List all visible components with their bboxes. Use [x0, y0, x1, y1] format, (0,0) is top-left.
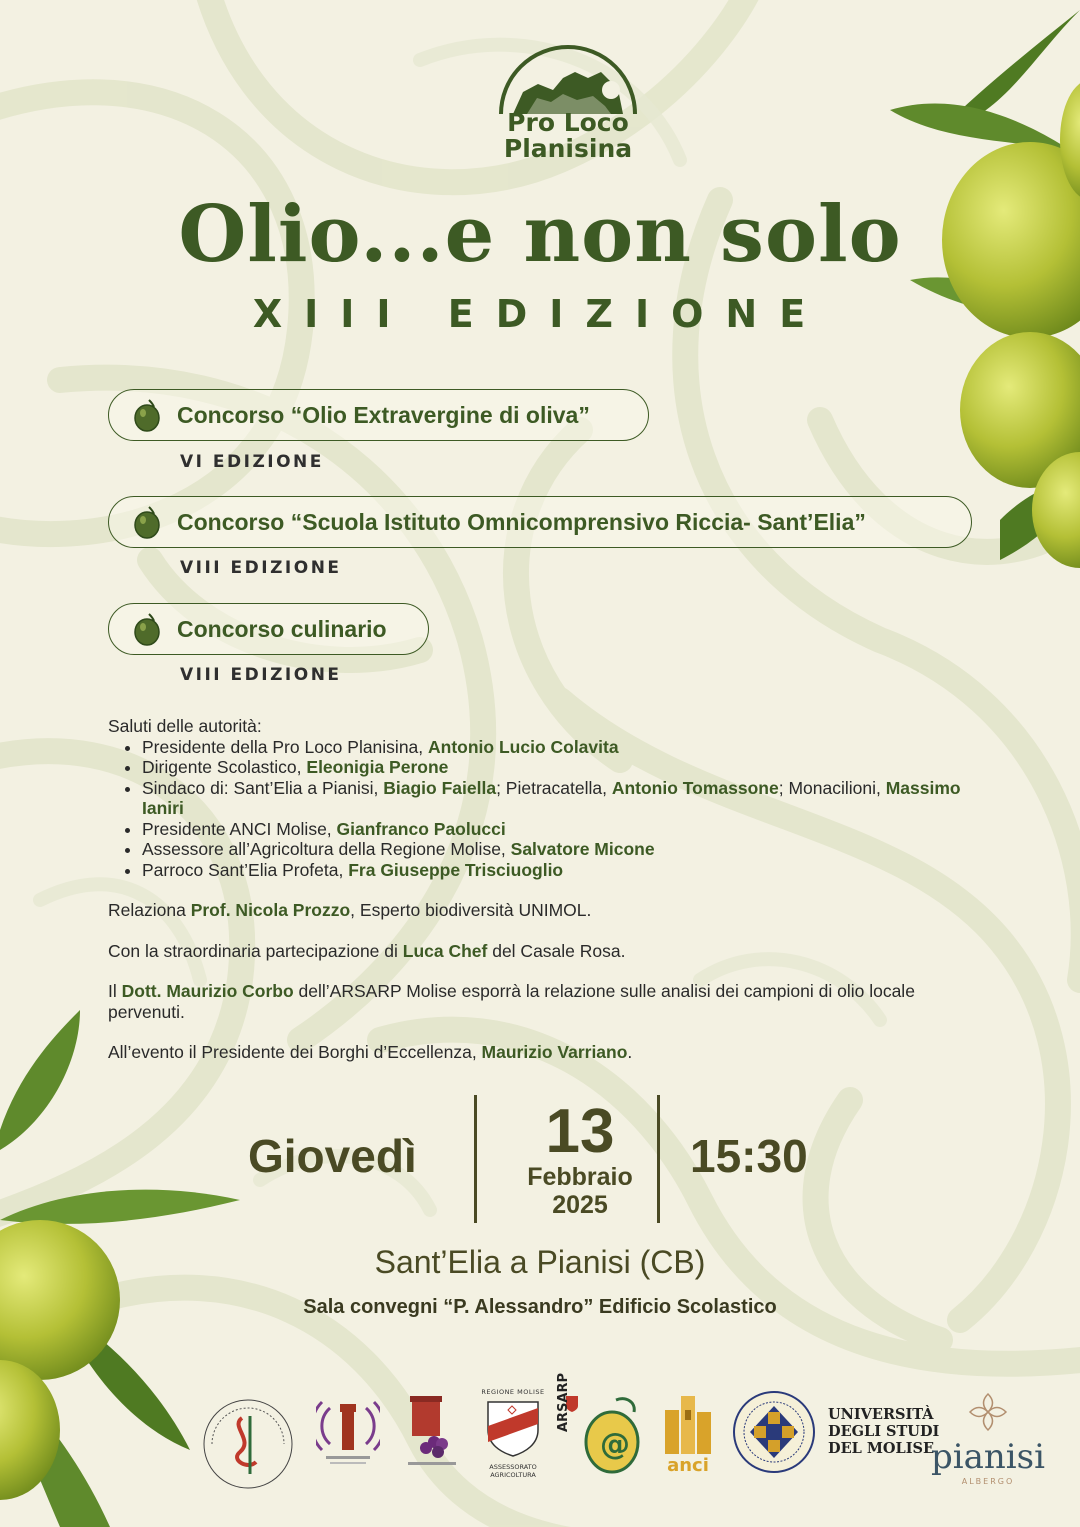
regione-label: REGIONE MOLISE [481, 1388, 545, 1396]
contest-edition: VI EDIZIONE [180, 452, 324, 472]
authorities-list [108, 737, 988, 881]
contest-olio-pill [108, 389, 649, 441]
pianisi-albergo-logo [924, 1392, 1052, 1486]
list-item: • Assessore all’Agricoltura della Regione Molise, Salvatore Micone [142, 839, 988, 860]
program-text [108, 716, 988, 1063]
event-title: Olio...e non solo [178, 189, 902, 280]
assessorato-label: ASSESSORATO [489, 1463, 537, 1471]
arsarp-emblem-icon [564, 1392, 644, 1482]
omnicomprensivo-logo [316, 1394, 380, 1473]
pianisi-sub: ALBERGO [961, 1477, 1015, 1486]
logo-text-planisina: Planisina [503, 134, 633, 163]
contest-edition: VIII EDIZIONE [180, 665, 342, 685]
pianisi-name: pianisi [930, 1437, 1045, 1477]
sponsor-logos [200, 1372, 1060, 1488]
event-date-number: 13 [545, 1097, 615, 1166]
event-place: Sant’Elia a Pianisi (CB) [374, 1244, 706, 1280]
arsarp-text: Il Dott. Maurizio Corbo dell’ARSARP Molise esporrà la relazione sulle analisi dei campioni di olio locale pervenuti. [108, 981, 915, 1022]
event-day: Giovedì [248, 1130, 417, 1182]
contest-label: Concorso “Olio Extravergine di oliva” [177, 401, 590, 428]
logo-text-pro-loco: Pro Loco [507, 108, 629, 137]
unimol-seal [732, 1390, 816, 1479]
istituto-agrario-logo [404, 1392, 460, 1477]
event-date-block [220, 1095, 860, 1225]
regione-molise-logo [480, 1388, 546, 1479]
relazione-text: Relaziona Prof. Nicola Prozzo, Esperto biodiversità UNIMOL. [108, 900, 592, 920]
castle-grapes-icon [404, 1392, 460, 1472]
unimol-wordmark [828, 1406, 939, 1457]
pro-loco-emblem-icon [493, 42, 643, 116]
unimol-line: DEL MOLISE [828, 1440, 935, 1457]
molise-shield-icon [482, 1396, 544, 1458]
event-month: Febbraio [527, 1163, 633, 1191]
anci-logo [660, 1390, 716, 1476]
list-item: • Dirigente Scolastico, Eleonigia Perone [142, 757, 988, 778]
chef-text: Con la straordinaria partecipazione di Luca Chef del Casale Rosa. [108, 940, 626, 961]
unimol-line: DEGLI STUDI [828, 1423, 940, 1440]
list-item: • Sindaco di: Sant’Elia a Pianisi, Biagio Faiella; Pietracatella, Antonio Tomassone; Monacilioni, Massimo Ianiri [142, 778, 988, 819]
school-logo [200, 1396, 296, 1497]
contest-scuola-pill [108, 496, 972, 548]
list-item: • Parroco Sant’Elia Profeta, Fra Giuseppe Trisciuoglio [142, 860, 988, 881]
greetings-intro: Saluti delle autorità: [108, 716, 262, 736]
contest-edition: VIII EDIZIONE [180, 558, 342, 578]
olive-icon [133, 612, 163, 646]
olive-icon [133, 505, 163, 539]
school-emblem-icon [200, 1396, 296, 1492]
anci-towers-icon [661, 1390, 715, 1454]
list-item: • Presidente ANCI Molise, Gianfranco Paolucci [142, 819, 988, 840]
list-item: • Presidente della Pro Loco Planisina, Antonio Lucio Colavita [142, 737, 988, 758]
unimol-line: UNIVERSITÀ [828, 1406, 934, 1423]
tower-signal-icon [316, 1394, 380, 1468]
divider [474, 1095, 477, 1223]
flower-ornament-icon [968, 1392, 1008, 1432]
contest-label: Concorso culinario [177, 615, 387, 642]
arsarp-logo [556, 1372, 644, 1487]
event-venue: Sala convegni “P. Alessandro” Edificio Scolastico [303, 1296, 777, 1318]
event-time: 15:30 [690, 1130, 808, 1182]
svg-text:@: @ [600, 1427, 630, 1462]
olive-branch-top-right [880, 0, 1080, 580]
event-edition: XIII EDIZIONE [252, 292, 828, 336]
pro-loco-logo [488, 42, 648, 172]
contest-label: Concorso “Scuola Istituto Omnicomprensivo Riccia- Sant’Elia” [177, 508, 866, 535]
event-year: 2025 [552, 1191, 608, 1219]
borghi-text: All’evento il Presidente dei Borghi d’Eccellenza, Maurizio Varriano. [108, 1042, 633, 1062]
university-seal-icon [732, 1390, 816, 1474]
divider [657, 1095, 660, 1223]
agricoltura-label: AGRICOLTURA [490, 1471, 536, 1479]
olive-icon [133, 398, 163, 432]
arsarp-label: ARSARP [556, 1372, 571, 1432]
anci-label: anci [667, 1455, 709, 1476]
contest-culinario-pill [108, 603, 429, 655]
